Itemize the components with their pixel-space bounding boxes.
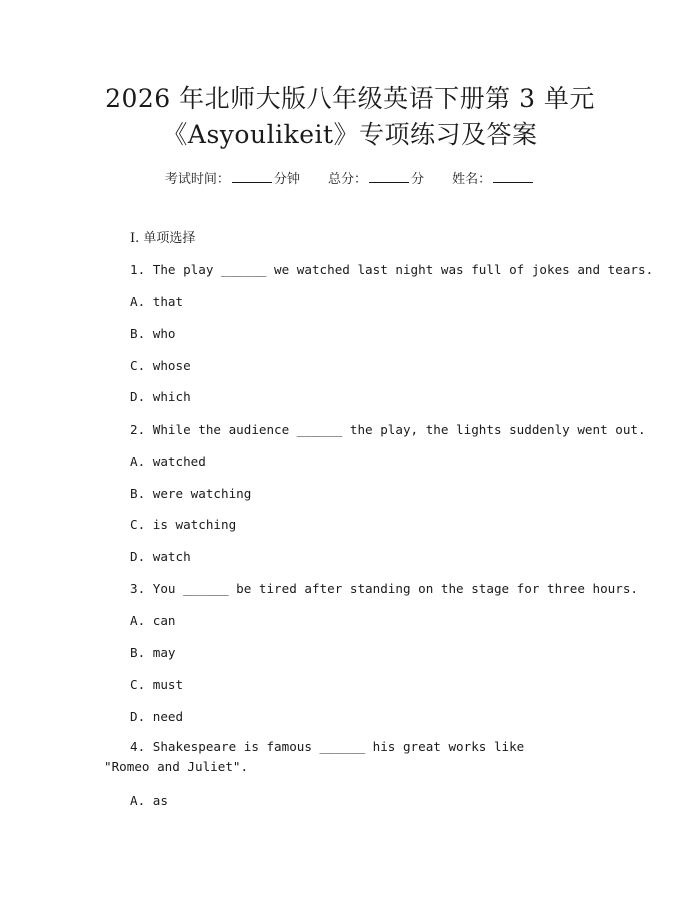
exam-info-bar: [0, 170, 700, 189]
student-name-label: 姓名：: [452, 172, 492, 187]
question-1-option-d: D. which: [130, 389, 191, 404]
exam-time-field: [165, 170, 300, 189]
question-1-stem: 1. The play ______ we watched last night was full of jokes and tears.: [130, 262, 654, 277]
total-score-unit: 分: [411, 172, 425, 187]
question-3-option-c: C. must: [130, 677, 184, 692]
question-1-option-c: C. whose: [130, 358, 191, 373]
question-1-option-b: B. who: [130, 326, 176, 341]
question-3-stem: 3. You ______ be tired after standing on the stage for three hours.: [130, 581, 638, 596]
exam-time-unit: 分钟: [273, 172, 300, 187]
question-3-option-d: D. need: [130, 709, 184, 724]
question-2-option-a: A. watched: [130, 454, 206, 469]
exam-time-blank: [232, 170, 272, 183]
section-title: I. 单项选择: [130, 231, 196, 246]
exam-time-label: 考试时间：: [164, 172, 230, 187]
document-title-line-2: 《Asyoulikeit》专项练习及答案: [162, 120, 538, 149]
question-2-option-c: C. is watching: [130, 517, 237, 532]
question-4-stem: 4. Shakespeare is famous ______ his great works like "Romeo and Juliet".: [104, 739, 525, 774]
question-3-option-a: A. can: [130, 613, 176, 628]
question-1-option-a: A. that: [130, 294, 184, 309]
total-score-blank: [369, 170, 409, 183]
total-score-label: 总分：: [327, 172, 367, 187]
document-title-line-1: 2026 年北师大版八年级英语下册第 3 单元: [105, 84, 595, 113]
total-score-field: [328, 170, 424, 189]
question-4-option-a: A. as: [130, 793, 168, 808]
question-2-stem: 2. While the audience ______ the play, the lights suddenly went out.: [130, 422, 646, 437]
question-2-option-b: B. were watching: [130, 486, 252, 501]
student-name-field: [452, 170, 535, 189]
student-name-blank: [493, 170, 533, 183]
question-3-option-b: B. may: [130, 645, 176, 660]
question-2-option-d: D. watch: [130, 549, 191, 564]
